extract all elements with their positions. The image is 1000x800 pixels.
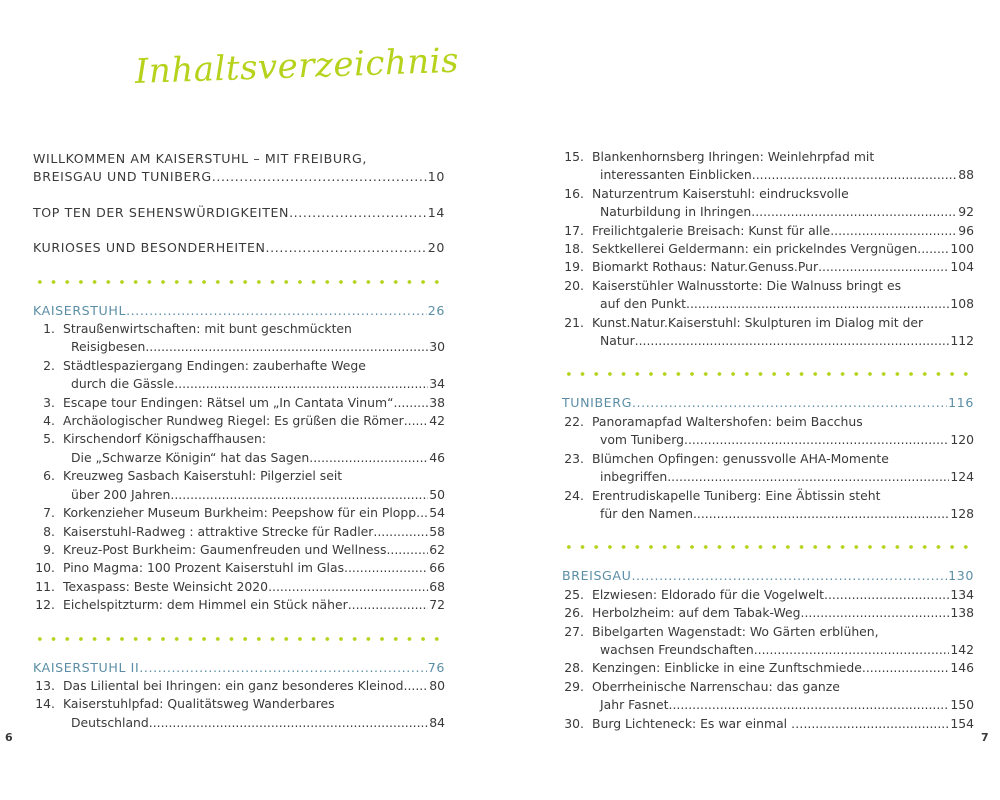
page-ref: 80	[429, 677, 445, 693]
entry-number: 27.	[564, 623, 584, 639]
toc-line	[562, 567, 974, 585]
toc-entry	[33, 394, 445, 412]
toc-line	[33, 239, 445, 257]
toc-line	[33, 302, 445, 320]
toc-entry	[562, 487, 974, 524]
section-kaiserstuhl	[33, 302, 445, 615]
section-heading	[33, 302, 445, 320]
page-ref: 68	[429, 578, 445, 594]
page-ref: 128	[950, 505, 974, 521]
toc-entry	[562, 586, 974, 604]
entry-body	[63, 357, 445, 394]
entry-title: BREISGAU	[562, 568, 632, 584]
page-number-left: 6	[5, 731, 13, 744]
entry-title-line: Panoramapfad Waltershofen: beim Bacchus	[592, 413, 863, 429]
page-ref: 66	[429, 560, 445, 576]
toc-line	[63, 677, 445, 695]
dot-leader	[344, 559, 428, 577]
page-ref: 142	[950, 641, 974, 657]
entry-number: 24.	[564, 487, 584, 503]
entry-title: Elzwiesen: Eldorado für die Vogelwelt	[592, 586, 825, 602]
toc-line	[592, 203, 974, 221]
entry-title-line: Kreuzweg Sasbach Kaiserstuhl: Pilgerziel seit	[63, 468, 343, 484]
dot-leader	[803, 715, 949, 733]
entry-body	[592, 487, 974, 524]
intro-entry	[33, 150, 445, 187]
entry-title-line: Kunst.Natur.Kaiserstuhl: Skulpturen im Dialog mit der	[592, 314, 924, 330]
entry-number: 13.	[35, 677, 55, 693]
entry-body	[63, 541, 445, 559]
section-tuniberg	[562, 394, 974, 523]
entry-title: Deutschland	[71, 714, 149, 730]
dot-leader	[149, 714, 428, 732]
toc-entry	[562, 240, 974, 258]
dot-leader	[309, 449, 428, 467]
entry-title-line: Blankenhornsberg Ihringen: Weinlehrpfad mit	[592, 149, 875, 164]
entry-title: KURIOSES UND BESONDERHEITEN	[33, 240, 266, 256]
entry-title: Reisigbesen	[71, 339, 146, 355]
toc-entry	[33, 695, 445, 732]
entry-number: 25.	[564, 586, 584, 602]
entry-body	[63, 596, 445, 614]
toc-entry	[562, 222, 974, 240]
toc-line	[63, 596, 445, 614]
dot-leader	[830, 222, 957, 240]
entry-number: 11.	[35, 578, 55, 594]
toc-entry	[562, 277, 974, 314]
page-ref: 34	[429, 376, 445, 392]
page-ref: 26	[427, 302, 445, 318]
toc-line	[63, 559, 445, 577]
toc-entry	[33, 523, 445, 541]
page-ref: 116	[948, 395, 974, 411]
toc-line	[63, 504, 445, 522]
toc-entry	[33, 430, 445, 467]
dot-leader	[635, 332, 950, 350]
toc-entry	[562, 450, 974, 487]
entry-title: KAISERSTUHL	[33, 302, 127, 318]
toc-line	[592, 332, 974, 350]
dot-leader	[170, 486, 428, 504]
page-ref: 46	[429, 449, 445, 465]
toc-entry	[33, 596, 445, 614]
intro-block	[33, 150, 445, 258]
dot-leader	[631, 567, 947, 585]
toc-title: Inhaltsverzeichnis	[134, 40, 460, 92]
entry-number: 9.	[43, 541, 55, 557]
toc-entry	[33, 677, 445, 695]
entry-title-line: Städtlespaziergang Endingen: zauberhafte Wege	[63, 357, 366, 373]
toc-line	[63, 714, 445, 732]
entry-body	[592, 623, 974, 660]
entry-number: 18.	[564, 241, 584, 257]
dot-leader	[917, 240, 949, 258]
entry-body	[592, 222, 974, 240]
entry-title: Eichelspitzturm: dem Himmel ein Stück näher	[63, 597, 348, 613]
toc-entry	[33, 578, 445, 596]
entry-body	[592, 659, 974, 677]
dot-leader	[268, 578, 428, 596]
toc-entry	[33, 412, 445, 430]
dot-leader	[818, 258, 949, 276]
page-ref: 150	[950, 697, 974, 713]
page-ref: 30	[429, 339, 445, 355]
toc-entry	[562, 659, 974, 677]
dot-leader	[751, 203, 957, 221]
entry-title: Archäologischer Rundweg Riegel: Es grüßen die Römer	[63, 413, 404, 429]
toc-entry	[33, 559, 445, 577]
page-ref: 120	[950, 432, 974, 448]
entry-number: 10.	[35, 560, 55, 576]
page-ref: 58	[429, 523, 445, 539]
entry-title: Biomarkt Rothaus: Natur.Genuss.Pur	[592, 259, 819, 275]
toc-line	[33, 204, 445, 222]
page-ref: 138	[950, 605, 974, 621]
dot-leader	[669, 696, 950, 714]
page-ref: 108	[950, 296, 974, 312]
section-heading	[33, 659, 445, 677]
entry-title-line: Kaiserstühler Walnusstorte: Die Walnuss bringt es	[592, 277, 902, 293]
dot-leader	[145, 338, 428, 356]
toc-entry	[562, 185, 974, 222]
toc-line	[592, 258, 974, 276]
entry-title: Kaiserstuhl-Radweg : attraktive Strecke für Radler	[63, 523, 374, 539]
page-ref: 20	[427, 240, 445, 256]
toc-line	[592, 505, 974, 523]
entry-title-line: Kaiserstuhlpfad: Qualitätsweg Wanderbares	[63, 696, 335, 712]
entry-body	[63, 430, 445, 467]
entry-body	[592, 185, 974, 222]
toc-line	[63, 578, 445, 596]
entry-body	[592, 148, 974, 185]
entry-title: interessanten Einblicken	[600, 167, 752, 183]
page-ref: 124	[950, 469, 974, 485]
entries-continued	[562, 148, 974, 350]
toc-entry	[562, 314, 974, 351]
dot-leader	[386, 541, 428, 559]
dot-leader	[754, 641, 950, 659]
dot-leader	[824, 586, 949, 604]
entry-body	[592, 450, 974, 487]
page-ref: 42	[429, 413, 445, 429]
page-ref: 100	[950, 241, 974, 257]
entry-title: Das Liliental bei Ihringen: ein ganz besonderes Kleinod	[63, 677, 404, 693]
page-ref: 104	[950, 259, 974, 275]
toc-line	[63, 541, 445, 559]
entry-title-line: Naturzentrum Kaiserstuhl: eindrucksvolle	[592, 185, 849, 201]
entry-body	[63, 578, 445, 596]
toc-line	[33, 659, 445, 677]
entry-title: vom Tuniberg	[600, 432, 684, 448]
page-ref: 62	[429, 541, 445, 557]
dot-leader	[632, 394, 947, 412]
page-ref: 92	[958, 204, 974, 220]
entry-title: wachsen Freundschaften	[600, 641, 754, 657]
dot-leader	[266, 239, 427, 257]
toc-entry	[33, 504, 445, 522]
toc-line	[592, 604, 974, 622]
toc-line	[562, 394, 974, 412]
entry-title: KAISERSTUHL II	[33, 659, 140, 675]
entry-number: 2.	[43, 357, 55, 373]
entry-number: 14.	[35, 696, 55, 712]
toc-line	[592, 166, 974, 184]
entry-title-line: Oberrheinische Narrenschau: das ganze	[592, 678, 840, 694]
page-ref: 84	[429, 714, 445, 730]
entry-number: 28.	[564, 660, 584, 676]
entry-title: Texaspass: Beste Weinsicht 2020	[63, 578, 269, 594]
entry-title: durch die Gässle	[71, 376, 175, 392]
entry-body	[592, 604, 974, 622]
toc-line	[592, 659, 974, 677]
entry-title: Natur	[600, 333, 635, 349]
entry-title: inbegriffen	[600, 469, 668, 485]
entry-number: 17.	[564, 222, 584, 238]
entry-body	[592, 314, 974, 351]
page-ref: 134	[950, 586, 974, 602]
toc-line	[592, 641, 974, 659]
entry-body	[592, 240, 974, 258]
toc-line	[63, 375, 445, 393]
page-ref: 112	[950, 333, 974, 349]
entry-title-line: Erentrudiskapelle Tuniberg: Eine Äbtissin steht	[592, 487, 881, 503]
page-ref: 72	[429, 597, 445, 613]
entry-number: 26.	[564, 605, 584, 621]
entry-title: Escape tour Endingen: Rätsel um „In Cantata Vinum“	[63, 394, 394, 410]
dot-leader	[212, 168, 427, 186]
entry-number: 12.	[35, 597, 55, 613]
entry-body	[63, 677, 445, 695]
toc-line	[63, 486, 445, 504]
entry-body	[63, 695, 445, 732]
entry-number: 16.	[564, 185, 584, 201]
entry-number: 15.	[564, 149, 584, 164]
page-ref: 50	[429, 486, 445, 502]
toc-entry	[562, 413, 974, 450]
section-kaiserstuhl-ii	[33, 659, 445, 733]
dot-leader	[693, 505, 949, 523]
toc-line	[592, 715, 974, 733]
dot-leader	[862, 659, 949, 677]
toc-entry	[562, 623, 974, 660]
entry-title: für den Namen	[600, 505, 693, 521]
entry-number: 23.	[564, 450, 584, 466]
dot-leader	[801, 604, 950, 622]
toc-line	[63, 394, 445, 412]
dot-leader	[684, 431, 949, 449]
entry-title: Kenzingen: Einblicke in eine Zunftschmiede	[592, 660, 862, 676]
entry-body	[592, 586, 974, 604]
dot-leader	[404, 412, 429, 430]
section-breisgau	[562, 567, 974, 733]
dot-leader	[373, 523, 428, 541]
page-ref: 88	[958, 167, 974, 183]
page-ref: 10	[427, 169, 445, 185]
toc-line	[33, 168, 445, 186]
entry-number: 5.	[43, 431, 55, 447]
entry-title-line: Kirschendorf Königschaffhausen:	[63, 431, 267, 447]
page-ref: 14	[427, 204, 445, 220]
entry-body	[592, 258, 974, 276]
toc-line	[592, 431, 974, 449]
dot-leader	[416, 504, 428, 522]
dot-leader	[126, 302, 427, 320]
entry-title: Herbolzheim: auf dem Tabak-Weg	[592, 605, 801, 621]
toc-entry	[562, 258, 974, 276]
entry-title: Sektkellerei Geldermann: ein prickelndes Vergnügen	[592, 241, 918, 257]
entry-body	[592, 715, 974, 733]
entry-title: Die „Schwarze Königin“ hat das Sagen	[71, 449, 310, 465]
toc-line	[592, 295, 974, 313]
entry-number: 1.	[43, 321, 55, 337]
entry-title-line: WILLKOMMEN AM KAISERSTUHL – MIT FREIBURG,	[33, 151, 367, 166]
page-ref: 154	[950, 715, 974, 731]
entry-number: 30.	[564, 715, 584, 731]
toc-left-column	[33, 150, 445, 732]
page-ref: 38	[429, 394, 445, 410]
entry-number: 22.	[564, 413, 584, 429]
toc-line	[63, 523, 445, 541]
entry-title: Korkenzieher Museum Burkheim: Peepshow für ein Plopp	[63, 505, 417, 521]
toc-entry	[33, 467, 445, 504]
toc-line	[592, 696, 974, 714]
entry-title-line: Bibelgarten Wagenstadt: Wo Gärten erblühen,	[592, 623, 879, 639]
dot-leader	[289, 204, 427, 222]
entry-number: 7.	[43, 505, 55, 521]
entry-title: über 200 Jahren	[71, 486, 171, 502]
dot-leader	[752, 166, 957, 184]
toc-entry	[33, 541, 445, 559]
entry-body	[63, 412, 445, 430]
entry-body	[63, 523, 445, 541]
intro-entry	[33, 204, 445, 222]
dot-leader	[686, 295, 949, 313]
page-number-right: 7	[981, 731, 989, 744]
dot-leader	[394, 394, 429, 412]
entry-title: Jahr Fasnet	[600, 697, 669, 713]
toc-line	[592, 586, 974, 604]
entry-body	[592, 413, 974, 450]
entry-body	[592, 277, 974, 314]
toc-entry	[562, 715, 974, 733]
toc-line	[63, 338, 445, 356]
entry-title: BREISGAU UND TUNIBERG	[33, 169, 212, 185]
dot-leader	[404, 677, 429, 695]
entry-number: 20.	[564, 277, 584, 293]
entry-number: 6.	[43, 468, 55, 484]
toc-line	[63, 412, 445, 430]
section-heading	[562, 394, 974, 412]
entry-title: Kreuz-Post Burkheim: Gaumenfreuden und Wellness	[63, 541, 387, 557]
entry-title-line: Blümchen Opfingen: genussvolle AHA-Momente	[592, 450, 889, 466]
toc-line	[592, 240, 974, 258]
entry-number: 29.	[564, 678, 584, 694]
page-ref: 54	[429, 505, 445, 521]
entry-body	[63, 320, 445, 357]
entry-body	[592, 678, 974, 715]
entry-title: TOP TEN DER SEHENSWÜRDIGKEITEN	[33, 204, 290, 220]
dot-leader	[174, 375, 428, 393]
entry-title-line: Straußenwirtschaften: mit bunt geschmückten	[63, 321, 352, 337]
toc-line	[592, 222, 974, 240]
dot-leader	[348, 596, 429, 614]
dot-leader	[139, 659, 426, 677]
entry-title: Pino Magma: 100 Prozent Kaiserstuhl im Glas	[63, 560, 345, 576]
toc-entry	[33, 320, 445, 357]
toc-entry	[562, 604, 974, 622]
page-ref: 76	[427, 659, 445, 675]
toc-line	[63, 449, 445, 467]
entry-title: Burg Lichteneck: Es war einmal …	[592, 715, 804, 731]
toc-entry	[562, 148, 974, 185]
page-ref: 146	[950, 660, 974, 676]
entry-number: 4.	[43, 413, 55, 429]
page-ref: 96	[958, 222, 974, 238]
entry-body	[63, 559, 445, 577]
dot-leader	[667, 468, 949, 486]
intro-entry	[33, 239, 445, 257]
entry-body	[63, 394, 445, 412]
section-heading	[562, 567, 974, 585]
entry-title: Freilichtgalerie Breisach: Kunst für alle	[592, 222, 831, 238]
entry-title: TUNIBERG	[562, 395, 632, 411]
entry-number: 3.	[43, 394, 55, 410]
toc-right-column	[562, 148, 974, 733]
entry-number: 19.	[564, 259, 584, 275]
toc-entry	[33, 357, 445, 394]
entry-body	[63, 467, 445, 504]
page-ref: 130	[948, 568, 974, 584]
entry-number: 8.	[43, 523, 55, 539]
entry-body	[63, 504, 445, 522]
toc-line	[592, 468, 974, 486]
toc-entry	[562, 678, 974, 715]
entry-title: auf den Punkt	[600, 296, 687, 312]
entry-number: 21.	[564, 314, 584, 330]
entry-title: Naturbildung in Ihringen	[600, 204, 752, 220]
